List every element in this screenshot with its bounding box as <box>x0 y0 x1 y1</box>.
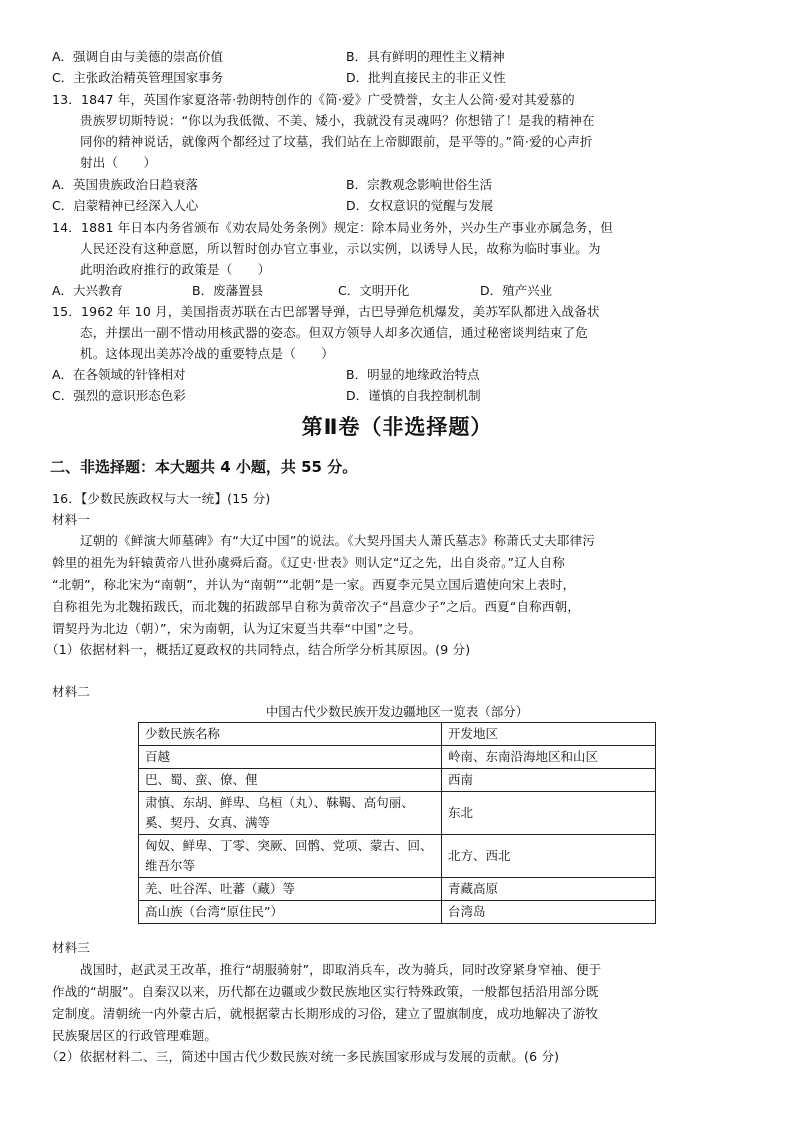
table-row <box>139 878 656 901</box>
material3-label: 材料三 <box>52 940 91 955</box>
q13-stem-line: 13．1847 年，英国作家夏洛蒂·勃朗特创作的《简·爱》广受赞誉，女主人公简·爱对其爱慕的 <box>52 92 575 107</box>
q13-stem-line: 射出（ ） <box>80 155 157 170</box>
q16-header: 16．【少数民族政权与大一统】(15 分) <box>52 491 271 506</box>
material1-line: 斡里的祖先为轩辕黄帝八世孙虞舜后裔。《辽史·世表》则认定“辽之先，出自炎帝。”辽人自称 <box>52 555 566 570</box>
q14-option-c: C．文明开化 <box>338 283 410 298</box>
q15-stem-line: 15．1962 年 10 月，美国指责苏联在古巴部署导弹，古巴导弹危机爆发，美苏军队都进入战备状 <box>52 304 600 319</box>
q14-option-b: B．废藩置县 <box>192 283 264 298</box>
table-cell-name: 肃慎、东胡、鲜卑、乌桓（丸）、靺鞨、高句丽、奚、契丹、女真、满等 <box>139 792 442 835</box>
table-row <box>139 769 656 792</box>
q14-option-d: D．殖产兴业 <box>480 283 553 298</box>
q15-option-a: A．在各领域的针锋相对 <box>52 367 186 382</box>
q13-option-b: B．宗教观念影响世俗生活 <box>346 177 493 192</box>
ethnic-groups-table <box>138 722 656 924</box>
q14-stem-line: 14．1881 年日本内务省颁布《劝农局处务条例》规定：除本局业务外，兴办生产事业亦属急务，但 <box>52 220 614 235</box>
q14-option-a: A．大兴教育 <box>52 283 124 298</box>
table-cell-name: 巴、蜀、蛮、僚、俚 <box>139 769 442 792</box>
q14-stem-line: 此明治政府推行的政策是（ ） <box>80 262 271 277</box>
q13-stem-line: 同你的精神说话，就像两个都经过了坟墓，我们站在上帝脚跟前，是平等的。”简·爱的心声折 <box>80 134 593 149</box>
q12-option-c: C．主张政治精英管理国家事务 <box>52 70 224 85</box>
q14-stem-line: 人民还没有这种意愿，所以暂时创办官立事业，示以实例，以诱导人民，故称为临时事业。为 <box>80 241 601 256</box>
material1-label: 材料一 <box>52 512 91 527</box>
q15-stem-line: 态，并摆出一副不惜动用核武器的姿态。但双方领导人却多次通信，通过秘密谈判结束了危 <box>80 325 589 340</box>
material1-line: 辽朝的《鲜演大师墓碑》有“大辽中国”的说法。《大契丹国夫人萧氏墓志》称萧氏丈夫耶律污 <box>80 533 596 548</box>
table-header-row <box>139 723 656 746</box>
table-header-cell: 开发地区 <box>442 723 656 746</box>
material3-line: 作战的“胡服”。自秦汉以来，历代都在边疆或少数民族地区实行特殊政策，一般都包括沿用部分既 <box>52 984 599 999</box>
table-row <box>139 835 656 878</box>
q16-sub-question-2: （2）依据材料二、三，简述中国古代少数民族对统一多民族国家形成与发展的贡献。(6 分) <box>46 1049 560 1064</box>
q15-option-d: D．谨慎的自我控制机制 <box>346 388 481 403</box>
q12-option-b: B．具有鲜明的理性主义精神 <box>346 49 505 64</box>
q12-option-d: D．批判直接民主的非正义性 <box>346 70 506 85</box>
table-cell-name: 高山族（台湾“原住民”） <box>139 901 442 924</box>
table-cell-region: 西南 <box>442 769 656 792</box>
q13-option-c: C．启蒙精神已经深入人心 <box>52 198 199 213</box>
table-cell-region: 北方、西北 <box>442 835 656 878</box>
table-cell-name: 百越 <box>139 746 442 769</box>
q13-option-d: D．女权意识的觉醒与发展 <box>346 198 494 213</box>
material1-line: 谓契丹为北边（朝）”，宋为南朝，认为辽宋夏当共奉“中国”之号。 <box>52 621 422 636</box>
q15-stem-line: 机。这体现出美苏冷战的重要特点是（ ） <box>80 346 335 361</box>
table-cell-name: 匈奴、鲜卑、丁零、突厥、回鹘、党项、蒙古、回、维吾尔等 <box>139 835 442 878</box>
table-row <box>139 792 656 835</box>
q15-option-b: B．明显的地缘政治特点 <box>346 367 480 382</box>
material2-label: 材料二 <box>52 684 91 699</box>
q16-sub-question-1: （1）依据材料一，概括辽夏政权的共同特点，结合所学分析其原因。(9 分) <box>46 642 471 657</box>
table-cell-region: 东北 <box>442 792 656 835</box>
table-caption: 中国古代少数民族开发边疆地区一览表（部分） <box>265 704 529 719</box>
q13-option-a: A．英国贵族政治日趋衰落 <box>52 177 199 192</box>
table-row <box>139 746 656 769</box>
table-cell-name: 羌、吐谷浑、吐蕃（藏）等 <box>139 878 442 901</box>
material3-line: 民族聚居区的行政管理难题。 <box>52 1028 218 1043</box>
q15-option-c: C．强烈的意识形态色彩 <box>52 388 186 403</box>
part2-title: 第Ⅱ卷（非选择题） <box>301 415 493 439</box>
material3-line: 定制度。清朝统一内外蒙古后，就根据蒙古长期形成的习俗，建立了盟旗制度，成功地解决了游牧 <box>52 1006 599 1021</box>
material1-line: 自称祖先为北魏拓跋氏，而北魏的拓跋部早自称为黄帝次子“昌意少子”之后。西夏“自称西朝， <box>52 599 581 614</box>
material3-line: 战国时，赵武灵王改革，推行“胡服骑射”，即取消兵车，改为骑兵，同时改穿紧身窄袖、便于 <box>80 962 602 977</box>
table-cell-region: 岭南、东南沿海地区和山区 <box>442 746 656 769</box>
table-cell-region: 台湾岛 <box>442 901 656 924</box>
section-heading: 二、非选择题：本大题共 4 小题，共 55 分。 <box>50 458 358 476</box>
table-cell-region: 青藏高原 <box>442 878 656 901</box>
table-header-cell: 少数民族名称 <box>139 723 442 746</box>
q13-stem-line: 贵族罗切斯特说：“你以为我低微、不美、矮小，我就没有灵魂吗？你想错了！是我的精神在 <box>80 113 595 128</box>
table-row <box>139 901 656 924</box>
q12-option-a: A．强调自由与美德的崇高价值 <box>52 49 224 64</box>
material1-line: “北朝”，称北宋为“南朝”，并认为“南朝”“北朝”是一家。西夏李元昊立国后遣使向宋上表时， <box>52 577 576 592</box>
